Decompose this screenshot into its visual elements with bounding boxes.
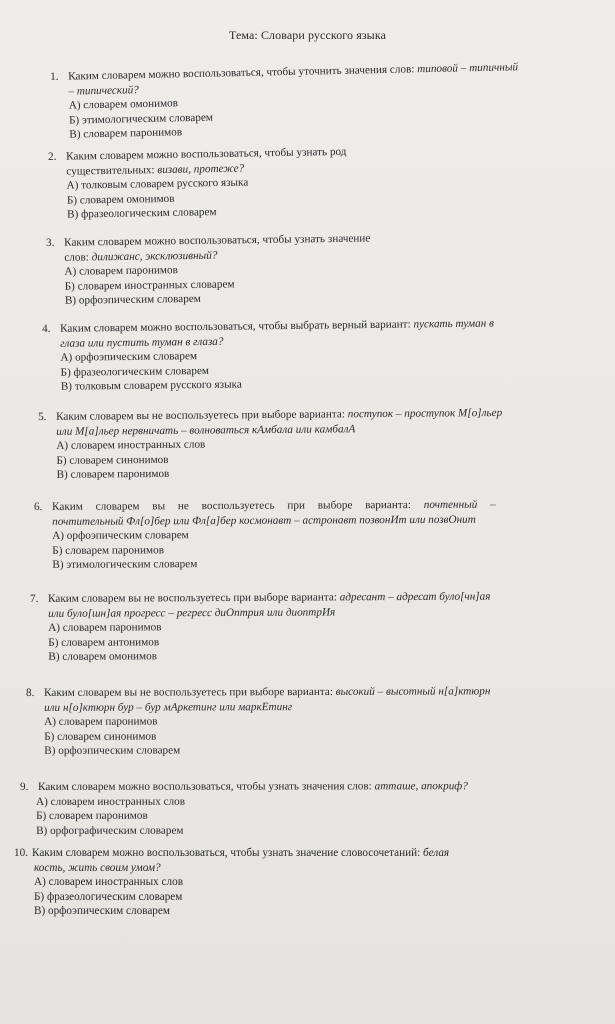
question-number: 3.	[46, 236, 55, 249]
question-number: 9.	[20, 780, 29, 793]
question-words: визави, протеже?	[157, 162, 245, 176]
answer-option: А) толковым словарем русского языка	[66, 176, 249, 192]
question-words: кость, жить своим умом?	[34, 861, 161, 874]
question-words: атташе, апокриф?	[374, 780, 468, 793]
answer-option: В) фразеологическим словарем	[67, 206, 217, 222]
question-number: 1.	[50, 70, 59, 83]
answer-option: В) орфографическим словарем	[36, 824, 184, 837]
answer-option: В) орфоэпическим словарем	[64, 293, 201, 308]
question-text: слов:	[64, 250, 92, 264]
question-text: Каким словарем можно воспользоваться, чтобы узнать значения слов:	[38, 780, 375, 793]
question-4	[42, 315, 601, 395]
question-text-line	[14, 846, 600, 861]
answer-option: Б) словарем синонимов	[44, 730, 157, 743]
question-words: дилижанс, эксклюзивный?	[91, 249, 218, 263]
answer-option: Б) этимологическим словарем	[68, 111, 214, 127]
answer-option: А) словарем омонимов	[68, 97, 179, 112]
question-text: Каким словарем вы не воспользуетесь при выборе варианта:	[44, 685, 336, 699]
question-text: Каким словарем можно воспользоваться, чтобы узнать значение	[64, 232, 371, 249]
question-text-line	[20, 779, 600, 795]
answer-option: А) словарем иностранных слов	[36, 795, 186, 808]
question-words: – типический?	[68, 83, 139, 98]
answer-option: Б) словарем омонимов	[66, 192, 175, 207]
question-1	[50, 58, 601, 142]
answer-option: В) толковым словарем русского языка	[60, 378, 242, 394]
answer-option: А) словарем паронимов	[48, 621, 162, 635]
answer-option: В) орфоэпическим словарем	[34, 905, 170, 918]
question-words: глаза или пустить туман в глаза?	[60, 335, 224, 350]
answer-option: А) орфоэпическим словарем	[52, 529, 189, 543]
answer-option: Б) фразеологическим словарем	[60, 364, 210, 379]
question-words: или було[шн]ая прогресс – регресс диОптрия или диоптрИя	[48, 605, 336, 620]
answer-option: Б) словарем паронимов	[36, 809, 148, 823]
question-text: Каким словарем вы не воспользуетесь при выборе варианта:	[56, 408, 348, 423]
question-number: 2.	[48, 150, 57, 163]
question-text-line	[14, 861, 600, 876]
answer-option: В) словарем паронимов	[69, 126, 183, 141]
question-text: Каким словарем можно воспользоваться, чтобы уточнить значения слов:	[68, 63, 418, 83]
question-6	[34, 497, 600, 573]
question-number: 8.	[26, 686, 35, 699]
answer-option: А) словарем паронимов	[64, 264, 178, 278]
question-words: или н[о]ктюрн бур – бур мАркетинг или маркЕтинг	[44, 700, 293, 714]
answer-option: А) словарем паронимов	[44, 715, 158, 729]
question-text: Каким словарем можно воспользоваться, чтобы выбрать верный вариант:	[60, 318, 414, 335]
question-3	[46, 228, 601, 309]
question-number: 6.	[34, 500, 43, 513]
answer-option: Б) словарем синонимов	[56, 453, 169, 467]
answer-option: А) словарем иностранных слов	[34, 876, 183, 889]
question-text: Каким словарем вы не воспользуетесь при выборе варианта:	[48, 591, 340, 605]
question-7	[30, 589, 600, 665]
question-words: адресант – адресат було[чн]ая	[339, 590, 491, 604]
question-number: 5.	[38, 410, 47, 423]
answer-option: А) словарем иностранных слов	[56, 438, 206, 453]
question-9	[20, 779, 600, 838]
answer-option: Б) словарем иностранных словарем	[64, 278, 235, 293]
question-words: белая	[423, 847, 450, 859]
question-words: типовой – типичный	[417, 61, 519, 76]
question-text: Каким словарем вы не воспользуетесь при выборе варианта:	[52, 498, 424, 513]
question-8	[26, 684, 600, 759]
question-words: почтительный Фл[о]бер или Фл[а]бер космонавт – астронавт позвонИт или позвОнит	[52, 513, 476, 528]
question-text: Каким словарем можно воспользоваться, чтобы узнать значение словосочетаний:	[32, 847, 423, 859]
answer-option: В) словарем паронимов	[56, 468, 170, 482]
question-number: 7.	[30, 592, 39, 605]
answer-option: В) орфоэпическим словарем	[44, 744, 181, 758]
answer-option: Б) словарем паронимов	[52, 544, 164, 557]
answer-option: Б) фразеологическим словарем	[34, 890, 183, 903]
question-words: почтенный –	[423, 498, 496, 511]
page-title: Тема: Словари русского языка	[228, 28, 387, 42]
answer-option: В) этимологическим словарем	[52, 558, 198, 572]
question-words: поступок – проступок М[о]льер	[347, 406, 503, 421]
question-words: пускать туман в	[413, 317, 494, 331]
question-text: Каким словарем можно воспользоваться, чтобы узнать род	[66, 145, 347, 163]
question-5	[38, 405, 601, 483]
answer-option: А) орфоэпическим словарем	[60, 350, 198, 364]
question-2	[48, 140, 601, 223]
question-words: или М[а]льер нервничать – волноваться кАмбала или камбалА	[56, 422, 356, 438]
question-10	[14, 846, 600, 919]
question-number: 10.	[14, 847, 28, 859]
answer-option: В) словарем омонимов	[48, 650, 158, 664]
question-text: существительных:	[66, 163, 158, 178]
question-number: 4.	[42, 322, 51, 335]
answer-option: Б) словарем антонимов	[48, 636, 160, 649]
question-words: высокий – высотный н[а]ктюрн	[335, 685, 491, 698]
